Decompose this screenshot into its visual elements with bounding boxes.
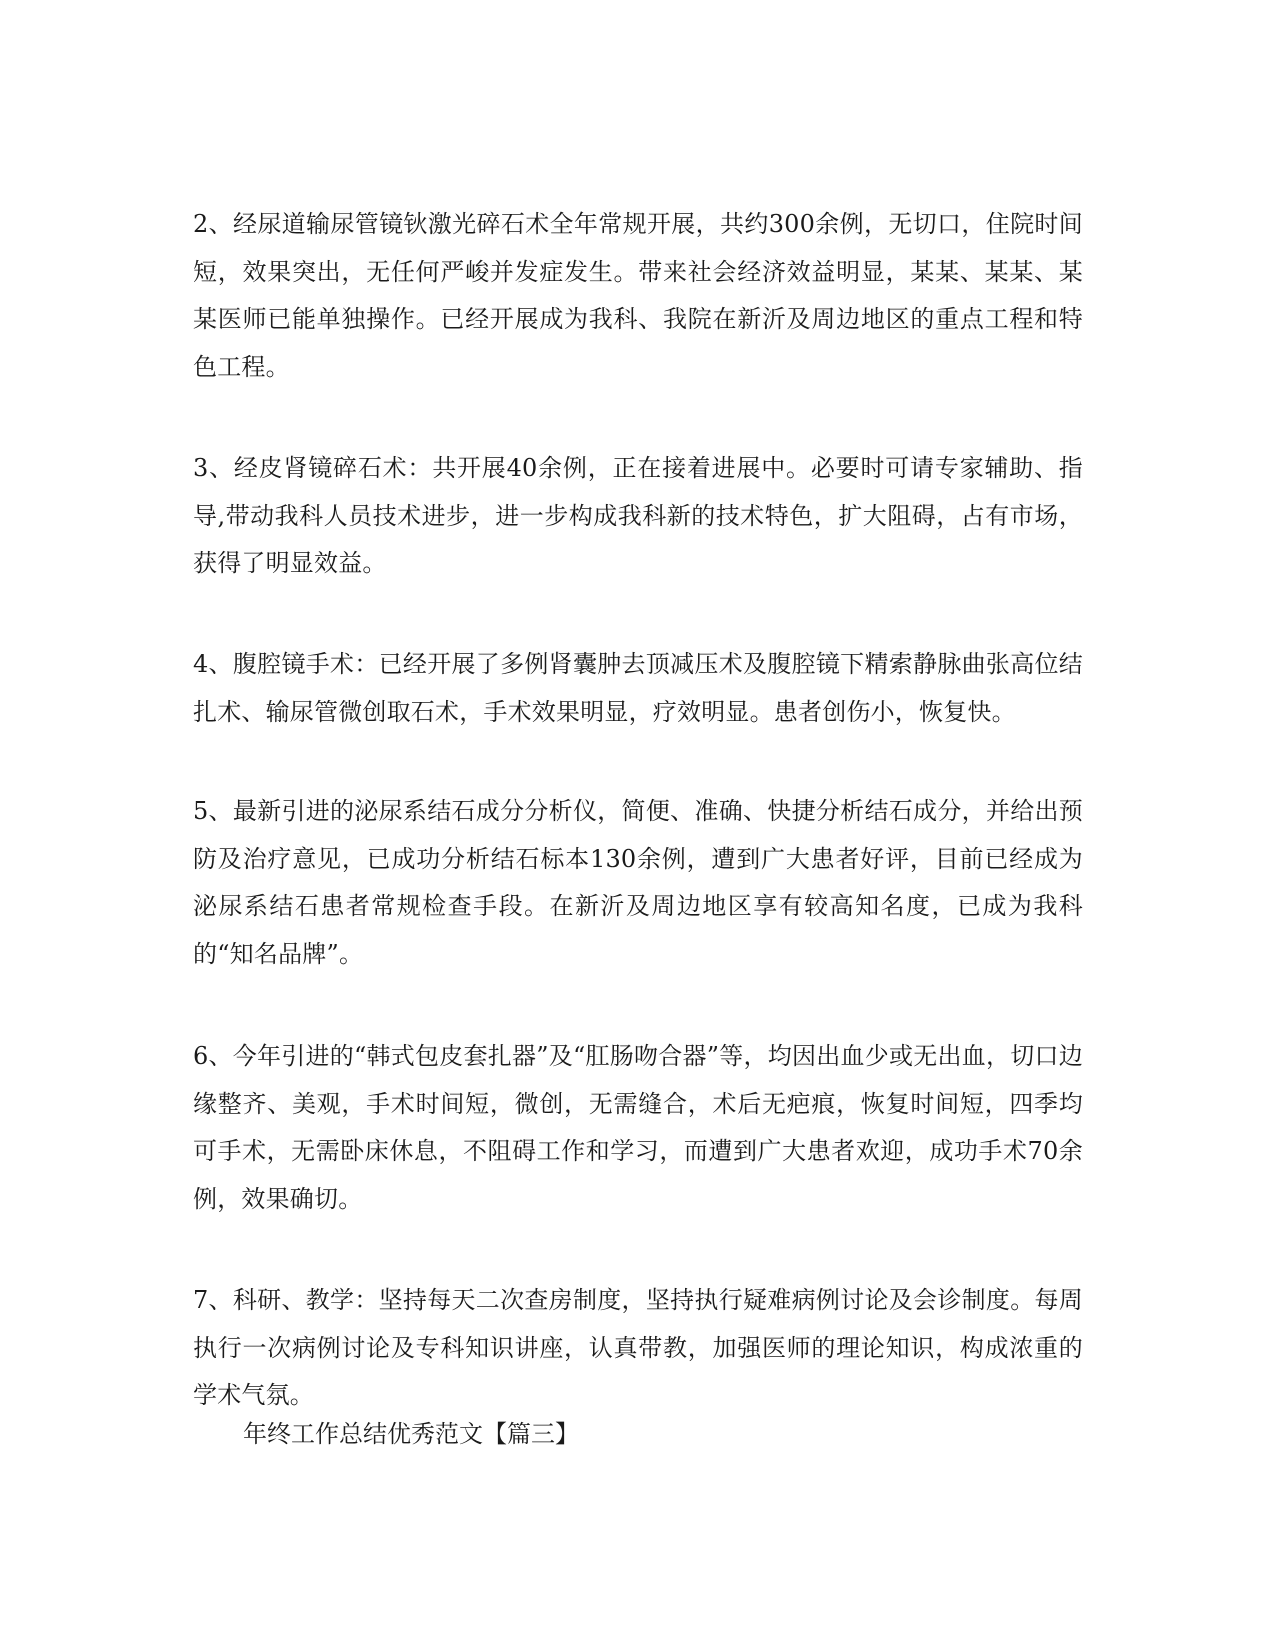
paragraph-item-5: 5、最新引进的泌尿系结石成分分析仪，简便、准确、快捷分析结石成分，并给出预防及治疗意见，已成功分析结石标本130余例，遭到广大患者好评，目前已经成为泌尿系结石患者常规检查手段。在新沂及周边地区享有较高知名度，已成为我科的“知名品牌”。 (193, 797, 1083, 968)
paragraph-item-7: 7、科研、教学：坚持每天二次查房制度，坚持执行疑难病例讨论及会诊制度。每周执行一次病例讨论及专科知识讲座，认真带教，加强医师的理论知识，构成浓重的学术气氛。 (193, 1286, 1083, 1409)
paragraph-item-3: 3、经皮肾镜碎石术：共开展40余例，正在接着进展中。必要时可请专家辅助、指导,带动我科人员技术进步，进一步构成我科新的技术特色，扩大阻碍，占有市场，获得了明显效益。 (193, 454, 1083, 577)
section-heading: 年终工作总结优秀范文【篇三】 (243, 1420, 579, 1448)
paragraph-item-4: 4、腹腔镜手术：已经开展了多例肾囊肿去顶减压术及腹腔镜下精索静脉曲张高位结扎术、输尿管微创取石术，手术效果明显，疗效明显。患者创伤小，恢复快。 (193, 650, 1083, 726)
paragraph-item-6: 6、今年引进的“韩式包皮套扎器”及“肛肠吻合器”等，均因出血少或无出血，切口边缘整齐、美观，手术时间短，微创，无需缝合，术后无疤痕，恢复时间短，四季均可手术，无需卧床休息，不阻碍工作和学习，而遭到广大患者欢迎，成功手术70余例，效果确切。 (193, 1042, 1083, 1213)
paragraph-item-2: 2、经尿道输尿管镜钬激光碎石术全年常规开展，共约300余例，无切口，住院时间短，效果突出，无任何严峻并发症发生。带来社会经济效益明显，某某、某某、某某医师已能单独操作。已经开展成为我科、我院在新沂及周边地区的重点工程和特色工程。 (193, 210, 1083, 381)
